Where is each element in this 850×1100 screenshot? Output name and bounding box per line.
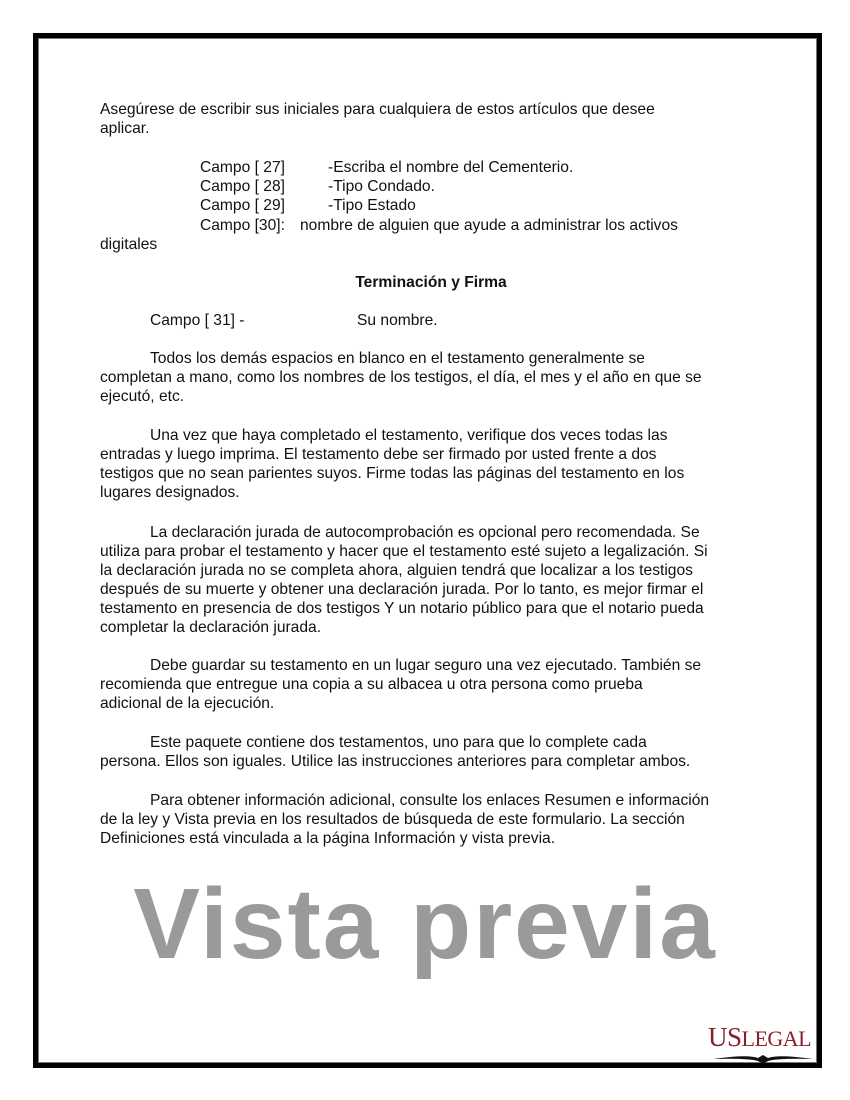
paragraph-blanks: [100, 349, 702, 406]
text-line: lugares designados.: [100, 484, 240, 501]
field31-text: Su nombre.: [357, 312, 438, 329]
text-line: La declaración jurada de autocomprobación es opcional pero recomendada. Se: [150, 524, 700, 541]
preview-watermark: Vista previa: [133, 868, 717, 980]
field-label: Campo [30]:: [200, 217, 285, 234]
text-line: Para obtener información adicional, consulte los enlaces Resumen e información: [150, 792, 710, 809]
field-label: Campo [ 29]: [200, 197, 285, 214]
text-line: de la ley y Vista previa en los resultados de búsqueda de este formulario. La sección: [100, 811, 685, 828]
field-label: Campo [ 27]: [200, 159, 285, 176]
text-line: testamento en presencia de dos testigos Y un notario público para que el notario pueda: [100, 600, 704, 617]
text-line: Asegúrese de escribir sus iniciales para cualquiera de estos artículos que desee: [100, 101, 655, 118]
field-text: -Tipo Estado: [328, 197, 416, 214]
field-label: Campo [ 28]: [200, 178, 285, 195]
text-line: completan a mano, como los nombres de los testigos, el día, el mes y el año en que se: [100, 369, 702, 386]
paragraph-signing: [100, 426, 684, 502]
paragraph-info: [100, 791, 709, 848]
text-line: testigos que no sean parientes suyos. Firme todas las páginas del testamento en los: [100, 465, 685, 482]
text-line: persona. Ellos son iguales. Utilice las instrucciones anteriores para completar ambos.: [100, 753, 691, 770]
paragraph-storage: [100, 656, 701, 713]
text-line: Todos los demás espacios en blanco en el testamento generalmente se: [150, 350, 645, 367]
text-line: Definiciones está vinculada a la página Información y vista previa.: [100, 830, 556, 847]
text-line: entradas y luego imprima. El testamento debe ser firmado por usted frente a dos: [100, 446, 657, 463]
field-text: -Escriba el nombre del Cementerio.: [328, 159, 574, 176]
text-line: después de su muerte y obtener una declaración jurada. Por lo tanto, es mejor firmar el: [100, 581, 704, 598]
text-line: completar la declaración jurada.: [100, 619, 322, 636]
text-line: Una vez que haya completado el testamento, verifique dos veces todas las: [150, 427, 668, 444]
paragraph-package: [100, 733, 690, 771]
field-text-wrap: digitales: [100, 236, 158, 253]
field-text: -Tipo Condado.: [328, 178, 435, 195]
text-line: ejecutó, etc.: [100, 388, 185, 405]
text-line: adicional de la ejecución.: [100, 695, 275, 712]
text-line: Debe guardar su testamento en un lugar seguro una vez ejecutado. También se: [150, 657, 702, 674]
field-text: nombre de alguien que ayude a administrar los activos: [300, 217, 678, 234]
text-line: aplicar.: [100, 120, 150, 137]
text-line: recomienda que entregue una copia a su albacea u otra persona como prueba: [100, 676, 643, 693]
eagle-icon: [708, 1053, 818, 1065]
logo-us: US: [708, 1022, 742, 1052]
paragraph-affidavit: [100, 523, 708, 637]
section-title: Terminación y Firma: [355, 274, 507, 291]
text-line: utiliza para probar el testamento y hacer que el testamento esté sujeto a legalización. Si: [100, 543, 708, 560]
text-line: Este paquete contiene dos testamentos, uno para que lo complete cada: [150, 734, 647, 751]
field31-label: Campo [ 31] -: [150, 312, 245, 329]
logo-legal: LEGAL: [741, 1026, 812, 1051]
text-line: la declaración jurada no se completa ahora, alguien tendrá que localizar a los testigos: [100, 562, 693, 579]
uslegal-logo: [708, 1024, 828, 1064]
intro-paragraph: [100, 100, 655, 138]
